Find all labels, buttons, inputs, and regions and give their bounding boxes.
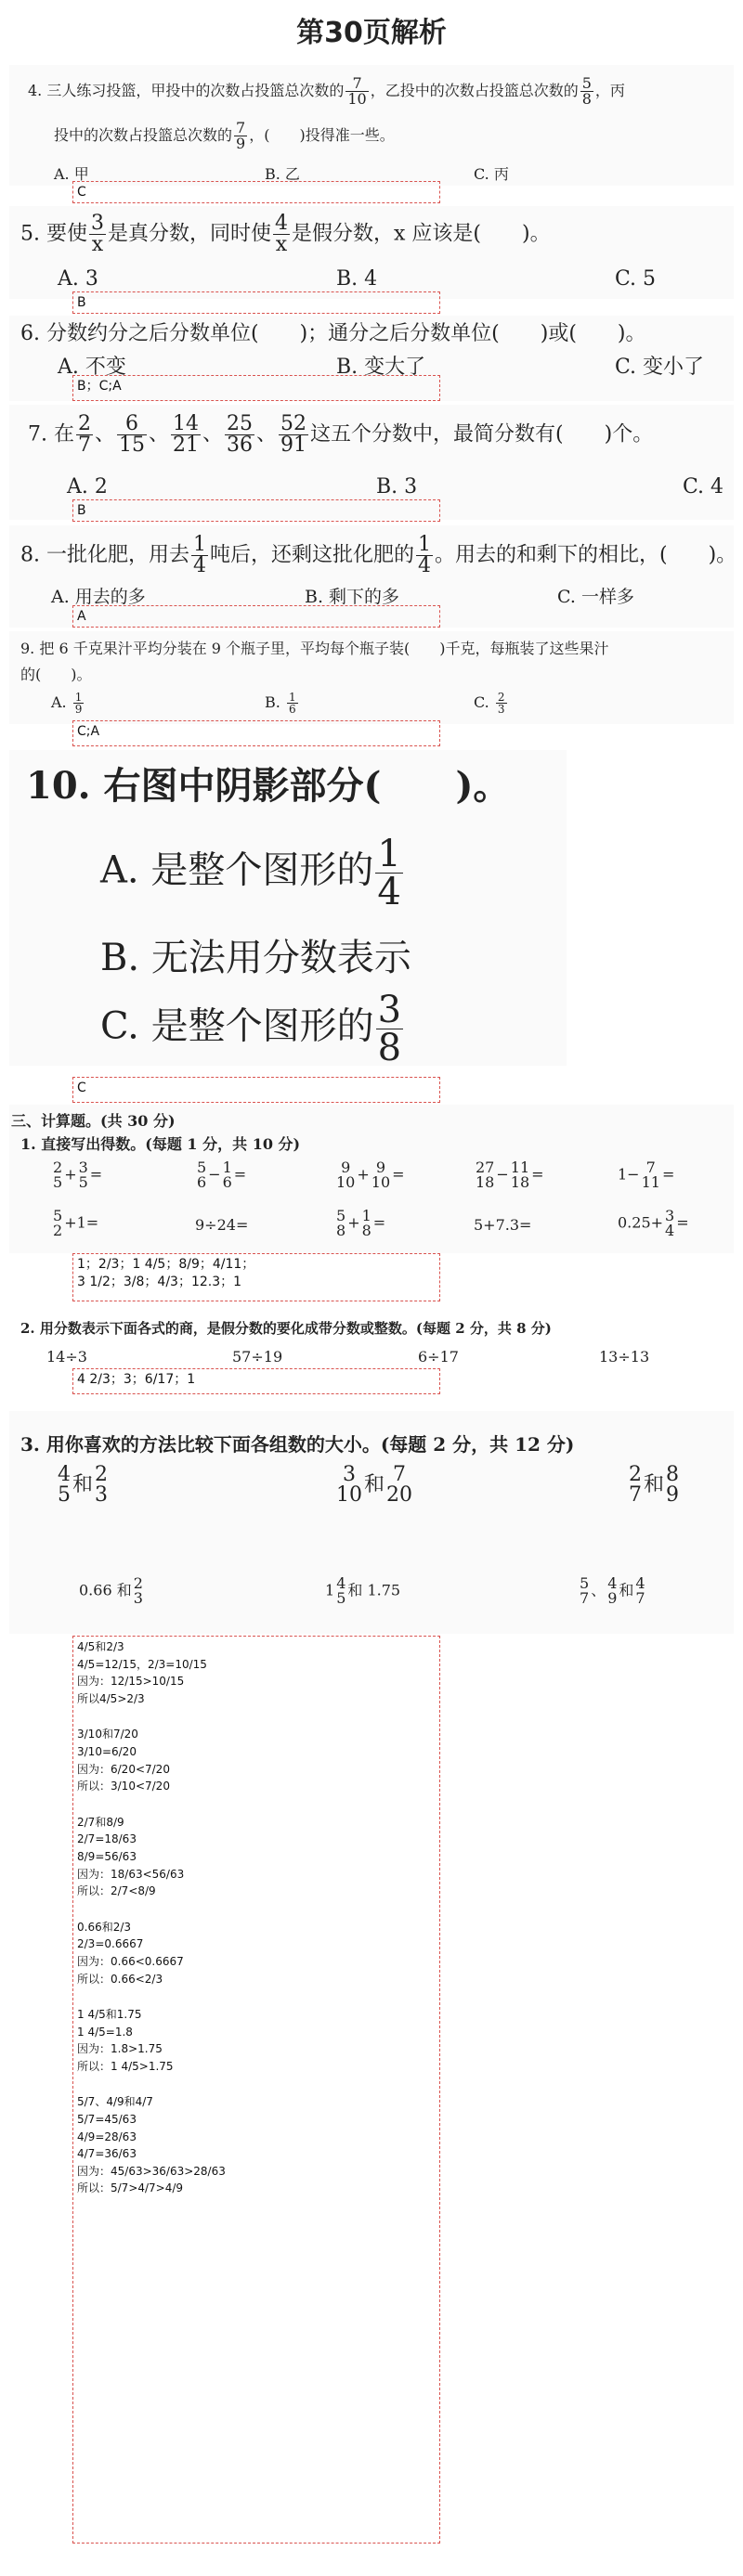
q9-option-b: B. $\frac{1}{6}$ — [265, 691, 296, 716]
calc-item-2: 5 6 − 1 6 = — [197, 1159, 247, 1191]
question-9-line2: 的( )。 — [20, 666, 92, 683]
q7-frac-4: $\frac{25}{36}$ — [227, 412, 254, 457]
sec3-part2-answer: 4 2/3；3；6/17；1 — [72, 1368, 440, 1394]
q5-option-c: C. 5 — [615, 267, 657, 291]
question-9-text: 9. 把 6 千克果汁平均分装在 9 个瓶子里，平均每个瓶子装( )千克，每瓶装了这些果汁 — [20, 640, 609, 657]
q10-option-b: B. 无法用分数表示 — [100, 937, 411, 979]
q6-option-c: C. 变小了 — [615, 356, 705, 379]
calc-item-6: 5 2 +1= — [53, 1207, 99, 1239]
q4-frac-2: $\frac{5}{8}$ — [581, 74, 592, 108]
q9-option-c-frac: $\frac{2}{3}$ — [497, 691, 505, 716]
q8-answer: A — [72, 605, 440, 628]
calc-item-4: 27 18 − 11 18 = — [476, 1159, 544, 1191]
q8-frac-1: $\frac{1}{4}$ — [192, 533, 206, 577]
q10-answer: C — [72, 1077, 440, 1103]
q5-frac-1: $\frac{3}{x}$ — [90, 212, 104, 256]
q4-option-b: B. 乙 — [265, 165, 300, 183]
q4-frac-3: $\frac{7}{9}$ — [236, 119, 246, 152]
compare-item-3: 2 7和8 9 — [629, 1463, 680, 1507]
div-item-2: 57÷19 — [232, 1348, 283, 1366]
question-5-line1: 5. 要使 $\frac{3}{x}$ 是真分数，同时使 $\frac{4}{x}$ 是假分数，x 应该是( )。 — [20, 212, 551, 256]
q5-option-b: B. 4 — [336, 267, 378, 291]
q8-option-c: C. 一样多 — [557, 587, 634, 607]
q8-option-a: A. 用去的多 — [51, 587, 146, 607]
q9-option-b-frac: $\frac{1}{6}$ — [288, 691, 296, 716]
question-10-text: 10. 右图中阴影部分( )。 — [26, 764, 511, 808]
q9-option-a-frac: $\frac{1}{9}$ — [74, 691, 83, 716]
q4-option-a: A. 甲 — [54, 165, 89, 183]
div-item-3: 6÷17 — [418, 1348, 459, 1366]
compare-item-4: 0.66 和 2 3 — [79, 1574, 143, 1607]
q6-answer: B；C;A — [72, 375, 440, 401]
q7-option-a: A. 2 — [67, 475, 108, 498]
div-item-1: 14÷3 — [46, 1348, 87, 1366]
calc-item-7: 9÷24= — [195, 1216, 249, 1234]
q9-option-a: A. $\frac{1}{9}$ — [51, 691, 83, 716]
q4-text-a: 4. 三人练习投篮，甲投中的次数占投篮总次数的 — [28, 82, 345, 99]
q10-option-c: C. 是整个图形的 $\frac{3}{8}$ — [100, 989, 402, 1069]
q7-option-b: B. 3 — [376, 475, 418, 498]
q8-frac-2: $\frac{1}{4}$ — [418, 533, 431, 577]
calc-item-1: 2 5 + 3 5 = — [53, 1159, 103, 1191]
calc-item-3: 9 10 + 9 10 = — [336, 1159, 405, 1191]
q4-text-c: ，丙 — [594, 82, 625, 99]
page-title: 第30页解析 — [296, 17, 447, 49]
q4-option-c: C. 丙 — [474, 165, 509, 183]
q10-option-c-frac: $\frac{3}{8}$ — [377, 989, 402, 1069]
q10-option-a-frac: $\frac{1}{4}$ — [377, 833, 401, 913]
q7-frac-3: $\frac{14}{21}$ — [173, 412, 200, 457]
sec3-part2-title: 2. 用分数表示下面各式的商，是假分数的要化成带分数或整数。(每题 2 分，共 8 分) — [20, 1320, 552, 1337]
sec3-part3-title: 3. 用你喜欢的方法比较下面各组数的大小。(每题 2 分，共 12 分) — [20, 1433, 575, 1456]
calc-item-5: 1− 7 11 = — [618, 1159, 675, 1191]
q5-frac-2: $\frac{4}{x}$ — [275, 212, 288, 256]
compare-item-1: 4 5和2 3 — [58, 1463, 109, 1507]
question-7-line1: 7. 在 $\frac{2}{7}$ 、 $\frac{6}{15}$ 、 $\frac{14}{21}$ 、 $\frac{25}{36}$ 、 $\frac{52}{91}$ 这五个分数中，最简分数有( )个。 — [28, 412, 654, 457]
q9-answer: C;A — [72, 720, 440, 746]
q4-text-b: ，乙投中的次数占投篮总次数的 — [370, 82, 579, 99]
compare-item-6: 5 7 、 4 9 和 4 7 — [580, 1574, 645, 1607]
div-item-4: 13÷13 — [599, 1348, 650, 1366]
sec3-part1-title: 1. 直接写出得数。(每题 1 分，共 10 分) — [20, 1135, 301, 1153]
q4-answer: C — [72, 181, 440, 203]
q7-frac-1: $\frac{2}{7}$ — [77, 412, 91, 457]
question-4-line2: 投中的次数占投篮总次数的 $\frac{7}{9}$ ，( )投得准一些。 — [54, 119, 395, 152]
q7-option-c: C. 4 — [683, 475, 724, 498]
q5-option-a: A. 3 — [58, 267, 98, 291]
q5-answer: B — [72, 291, 440, 314]
compare-item-5: 1 4 5 和 1.75 — [325, 1574, 401, 1607]
question-4-line1 — [28, 76, 625, 107]
q7-frac-2: $\frac{6}{15}$ — [119, 412, 145, 457]
question-8-line1: 8. 一批化肥，用去 $\frac{1}{4}$ 吨后，还剩这批化肥的 $\frac{1}{4}$ 。用去的和剩下的相比，( )。 — [20, 533, 737, 577]
calc-item-8: 5 8 + 1 8 = — [336, 1207, 386, 1239]
q7-answer: B — [72, 499, 440, 522]
q4-frac-1: $\frac{7}{10}$ — [347, 74, 367, 108]
calc-item-10: 0.25+ 3 4 = — [618, 1207, 689, 1239]
q10-option-a: A. 是整个图形的 $\frac{1}{4}$ — [100, 833, 401, 913]
sec3-part3-answer: 4/5和2/3 4/5=12/15，2/3=10/15 因为：12/15>10/15 所以4/5>2/3 3/10和7/20 3/10=6/20 因为：6/20<7/20 所以：3/10<7/20 2/7和8/9 2/7=18/63 8/9=56/63 因为：18/63<56/63 所以：2/7<8/9 0.66和2/3 2/3=0.6667 因为：0.66<0.6667 所以：0.66<2/3 1 4/5和1.75 1 4/5=1.8 因为：1.8>1.75 所以：1 4/5>1.75 5/7、4/9和4/7 5/7=45/63 4/9=28/63 4/7=36/63 因为：45/63>36/63>28/63 所以：5/7>4/7>4/9 — [72, 1636, 440, 2544]
sec3-part1-answer: 1；2/3；1 4/5；8/9；4/11； 3 1/2；3/8；4/3；12.3；1 — [72, 1253, 440, 1301]
calc-item-9: 5+7.3= — [474, 1216, 532, 1234]
section-3-heading: 三、计算题。(共 30 分) — [11, 1112, 176, 1130]
q6-option-b: B. 变大了 — [336, 356, 426, 379]
q8-option-b: B. 剩下的多 — [305, 587, 400, 607]
compare-item-2: 3 10和 7 20 — [336, 1463, 413, 1507]
q9-option-c: C. $\frac{2}{3}$ — [474, 691, 505, 716]
q7-frac-5: $\frac{52}{91}$ — [280, 412, 307, 457]
question-6-text: 6. 分数约分之后分数单位( )；通分之后分数单位( )或( )。 — [20, 322, 646, 345]
q6-option-a: A. 不变 — [58, 356, 126, 379]
